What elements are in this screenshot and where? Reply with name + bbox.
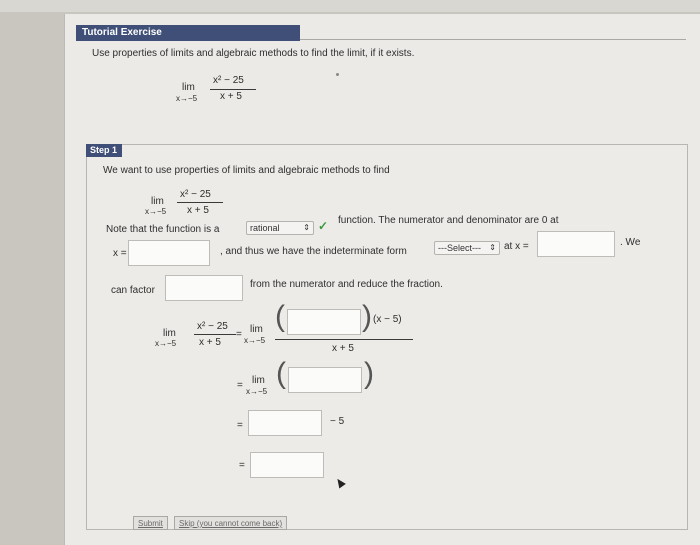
factor-input[interactable]: [165, 275, 243, 301]
x-value-input[interactable]: [128, 240, 210, 266]
step-intro: We want to use properties of limits and algebraic methods to find: [103, 165, 390, 176]
eq1-denominator2: x + 5: [332, 343, 354, 354]
step-numerator: x² − 25: [180, 189, 211, 200]
step-denominator: x + 5: [187, 205, 209, 216]
eq1-lim-sub: x→−5: [155, 339, 177, 348]
form-select[interactable]: [434, 241, 500, 255]
eq1-factor: (x − 5): [373, 314, 402, 325]
eq3-minus5: − 5: [330, 416, 345, 427]
function-type-value: rational: [250, 223, 280, 233]
step-fraction-bar: [177, 202, 223, 203]
eq3-input[interactable]: [248, 410, 322, 436]
eq2-lim-sub: x→−5: [246, 387, 268, 396]
eq1-equals: =: [236, 329, 242, 340]
problem-lim: lim: [182, 82, 195, 93]
we-text: . We: [620, 237, 641, 248]
eq2-input[interactable]: [288, 367, 362, 393]
top-strip: [0, 0, 700, 12]
eq2-lim: lim: [252, 375, 265, 386]
eq1-factor-input[interactable]: [287, 309, 361, 335]
step-label: Step 1: [86, 144, 122, 157]
eq1-lim2: lim: [250, 324, 263, 335]
step-lim: lim: [151, 196, 164, 207]
eq2-close-paren: ): [364, 357, 374, 390]
select-arrow-icon: ⇕: [303, 223, 310, 232]
x-equals-label: x =: [113, 248, 127, 259]
problem-lim-sub: x→−5: [176, 94, 198, 103]
eq1-lim: lim: [163, 328, 176, 339]
eq1-numerator: x² − 25: [197, 321, 228, 332]
form-select-value: ---Select---: [438, 243, 481, 253]
function-type-select[interactable]: [246, 221, 314, 235]
marker-dot: [336, 73, 339, 76]
eq2-equals: =: [237, 380, 243, 391]
indeterminate-text: , and thus we have the indeterminate form: [220, 246, 407, 257]
problem-instruction: Use properties of limits and algebraic methods to find the limit, if it exists.: [92, 48, 415, 59]
from-numerator-text: from the numerator and reduce the fraction.: [250, 279, 443, 290]
note-suffix: function. The numerator and denominator are 0 at: [338, 215, 559, 226]
can-factor-label: can factor: [111, 285, 155, 296]
at-x-input[interactable]: [537, 231, 615, 257]
tutorial-header: Tutorial Exercise: [76, 25, 300, 41]
step-lim-sub: x→−5: [145, 207, 167, 216]
problem-fraction-bar: [210, 89, 256, 90]
eq1-denominator: x + 5: [199, 337, 221, 348]
final-answer-input[interactable]: [250, 452, 324, 478]
eq3-equals: =: [237, 420, 243, 431]
eq1-open-paren: (: [275, 300, 285, 333]
eq2-open-paren: (: [276, 357, 286, 390]
problem-denominator: x + 5: [220, 91, 242, 102]
header-rule: [300, 39, 686, 40]
correct-check-icon: ✓: [318, 219, 329, 233]
eq4-equals: =: [239, 460, 245, 471]
eq1-lim2-sub: x→−5: [244, 336, 266, 345]
select-arrow-icon: ⇕: [489, 243, 496, 252]
eq1-fraction-bar: [194, 334, 236, 335]
eq1-fraction-bar-2: [275, 339, 413, 340]
submit-button[interactable]: Submit: [133, 516, 168, 530]
skip-button[interactable]: Skip (you cannot come back): [174, 516, 287, 530]
problem-numerator: x² − 25: [213, 75, 244, 86]
note-prefix: Note that the function is a: [106, 224, 220, 235]
at-x-label: at x =: [504, 241, 529, 252]
eq1-close-paren: ): [362, 300, 372, 333]
